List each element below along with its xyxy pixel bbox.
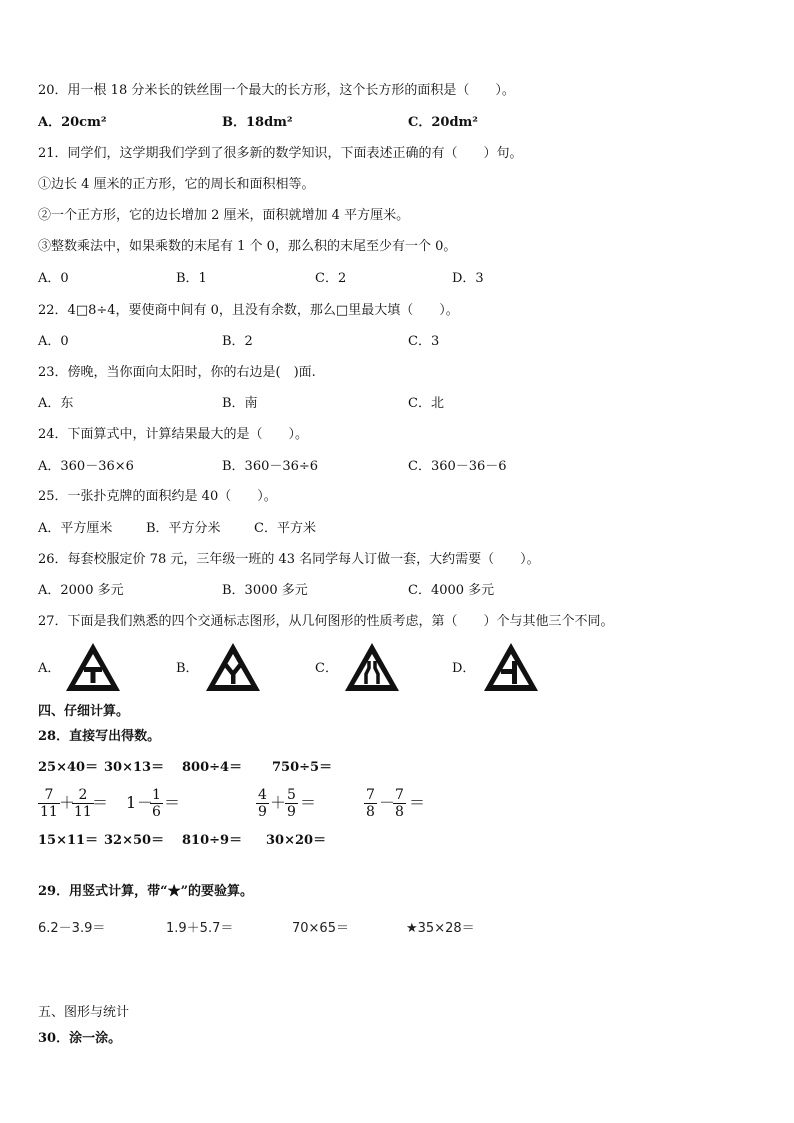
q28-expr-6: 32×50＝ — [104, 833, 165, 848]
q28-expr-7: 810÷9＝ — [182, 833, 243, 848]
section-4-heading: 四、仔细计算。 — [38, 704, 130, 719]
q28-expr-5: 15×11＝ — [38, 833, 99, 848]
q27-option-c: C． — [315, 661, 338, 676]
q26-option-a: A．2000 多元 — [38, 583, 124, 598]
q29-stem: 29．用竖式计算，带“★”的要验算。 — [38, 884, 254, 899]
q22-option-a: A．0 — [38, 334, 69, 349]
q28-minus-1: － — [137, 793, 154, 812]
q28-fraction-7-8-a: $\frac{7}{8}$ — [366, 787, 375, 820]
q24-option-b: B．360－36÷6 — [222, 459, 319, 474]
q26-option-c: C．4000 多元 — [408, 583, 495, 598]
q23-option-a: A．东 — [38, 396, 74, 411]
q21-statement-2: ②一个正方形，它的边长增加 2 厘米，面积就增加 4 平方厘米。 — [38, 208, 410, 223]
q29-item-1: 6.2－3.9＝ — [38, 921, 106, 936]
q22-option-c: C．3 — [408, 334, 440, 349]
section-5-heading: 五、图形与统计 — [38, 1005, 130, 1020]
q24-option-a: A．360－36×6 — [38, 459, 134, 474]
q29-item-3: 70×65＝ — [292, 921, 349, 936]
q28-expr-4: 750÷5＝ — [272, 760, 333, 775]
t-junction-sign-icon — [64, 641, 122, 693]
q20-option-b: B．18dm² — [222, 115, 293, 130]
q28-fraction-5-9: $\frac{5}{9}$ — [287, 787, 296, 820]
q22-stem: 22．4□8÷4，要使商中间有 0，且没有余数，那么□里最大填（ ）。 — [38, 303, 459, 318]
q25-option-c: C．平方米 — [254, 521, 316, 536]
q28-fraction-4-9: $\frac{4}{9}$ — [258, 787, 267, 820]
q28-equals-4: ＝ — [409, 793, 426, 812]
q28-fraction-7-11: $\frac{7}{11}$ — [40, 787, 58, 820]
q26-stem: 26．每套校服定价 78 元，三年级一班的 43 名同学每人订做一套，大约需要（ ）。 — [38, 552, 540, 567]
q21-option-b: B．1 — [176, 271, 207, 286]
q20-stem: 20．用一根 18 分米长的铁丝围一个最大的长方形，这个长方形的面积是（ ）。 — [38, 83, 515, 98]
q28-equals-3: ＝ — [300, 793, 317, 812]
q21-option-d: D．3 — [452, 271, 484, 286]
q29-item-2: 1.9＋5.7＝ — [166, 921, 234, 936]
q27-option-d: D． — [452, 661, 476, 676]
road-narrows-sign-icon — [343, 641, 401, 693]
q25-option-a: A．平方厘米 — [38, 521, 113, 536]
q28-expr-2: 30×13＝ — [104, 760, 165, 775]
q23-option-c: C．北 — [408, 396, 444, 411]
q28-stem: 28．直接写出得数。 — [38, 729, 161, 744]
q28-expr-1: 25×40＝ — [38, 760, 99, 775]
q21-stem: 21．同学们，这学期我们学到了很多新的数学知识，下面表述正确的有（ ）句。 — [38, 146, 523, 161]
q30-stem: 30．涂一涂。 — [38, 1031, 122, 1046]
q28-fraction-1-6: $\frac{1}{6}$ — [152, 787, 161, 820]
q29-item-4: ★35×28＝ — [406, 921, 475, 936]
q28-fraction-7-8-b: $\frac{7}{8}$ — [395, 787, 404, 820]
q27-option-a: A． — [38, 661, 61, 676]
side-road-sign-icon — [482, 641, 540, 693]
q20-option-c: C．20dm² — [408, 115, 478, 130]
q25-option-b: B．平方分米 — [146, 521, 221, 536]
q28-fraction-2-11: $\frac{2}{11}$ — [74, 787, 92, 820]
q26-option-b: B．3000 多元 — [222, 583, 308, 598]
q25-stem: 25．一张扑克牌的面积约是 40（ ）。 — [38, 489, 277, 504]
q28-equals-2: ＝ — [164, 793, 181, 812]
q21-statement-3: ③整数乘法中，如果乘数的末尾有 1 个 0，那么积的末尾至少有一个 0。 — [38, 239, 457, 254]
q20-option-a: A．20cm² — [38, 115, 107, 130]
q28-plus-1: ＋ — [59, 793, 76, 812]
q28-whole-1: 1 — [126, 793, 137, 812]
q28-plus-2: ＋ — [270, 793, 287, 812]
q24-option-c: C．360－36－6 — [408, 459, 507, 474]
q21-option-c: C．2 — [315, 271, 347, 286]
q28-minus-2: － — [379, 793, 396, 812]
q28-expr-8: 30×20＝ — [266, 833, 327, 848]
q28-equals-1: ＝ — [92, 793, 109, 812]
q24-stem: 24．下面算式中，计算结果最大的是（ ）。 — [38, 427, 309, 442]
q23-stem: 23．傍晚，当你面向太阳时，你的右边是( )面. — [38, 365, 316, 380]
q28-expr-3: 800÷4＝ — [182, 760, 243, 775]
y-junction-sign-icon — [204, 641, 262, 693]
q23-option-b: B．南 — [222, 396, 258, 411]
q21-option-a: A．0 — [38, 271, 69, 286]
q27-option-b: B． — [176, 661, 199, 676]
q27-stem: 27．下面是我们熟悉的四个交通标志图形，从几何图形的性质考虑，第（ ）个与其他三个不同。 — [38, 614, 614, 629]
q21-statement-1: ①边长 4 厘米的正方形，它的周长和面积相等。 — [38, 177, 315, 192]
q22-option-b: B．2 — [222, 334, 253, 349]
